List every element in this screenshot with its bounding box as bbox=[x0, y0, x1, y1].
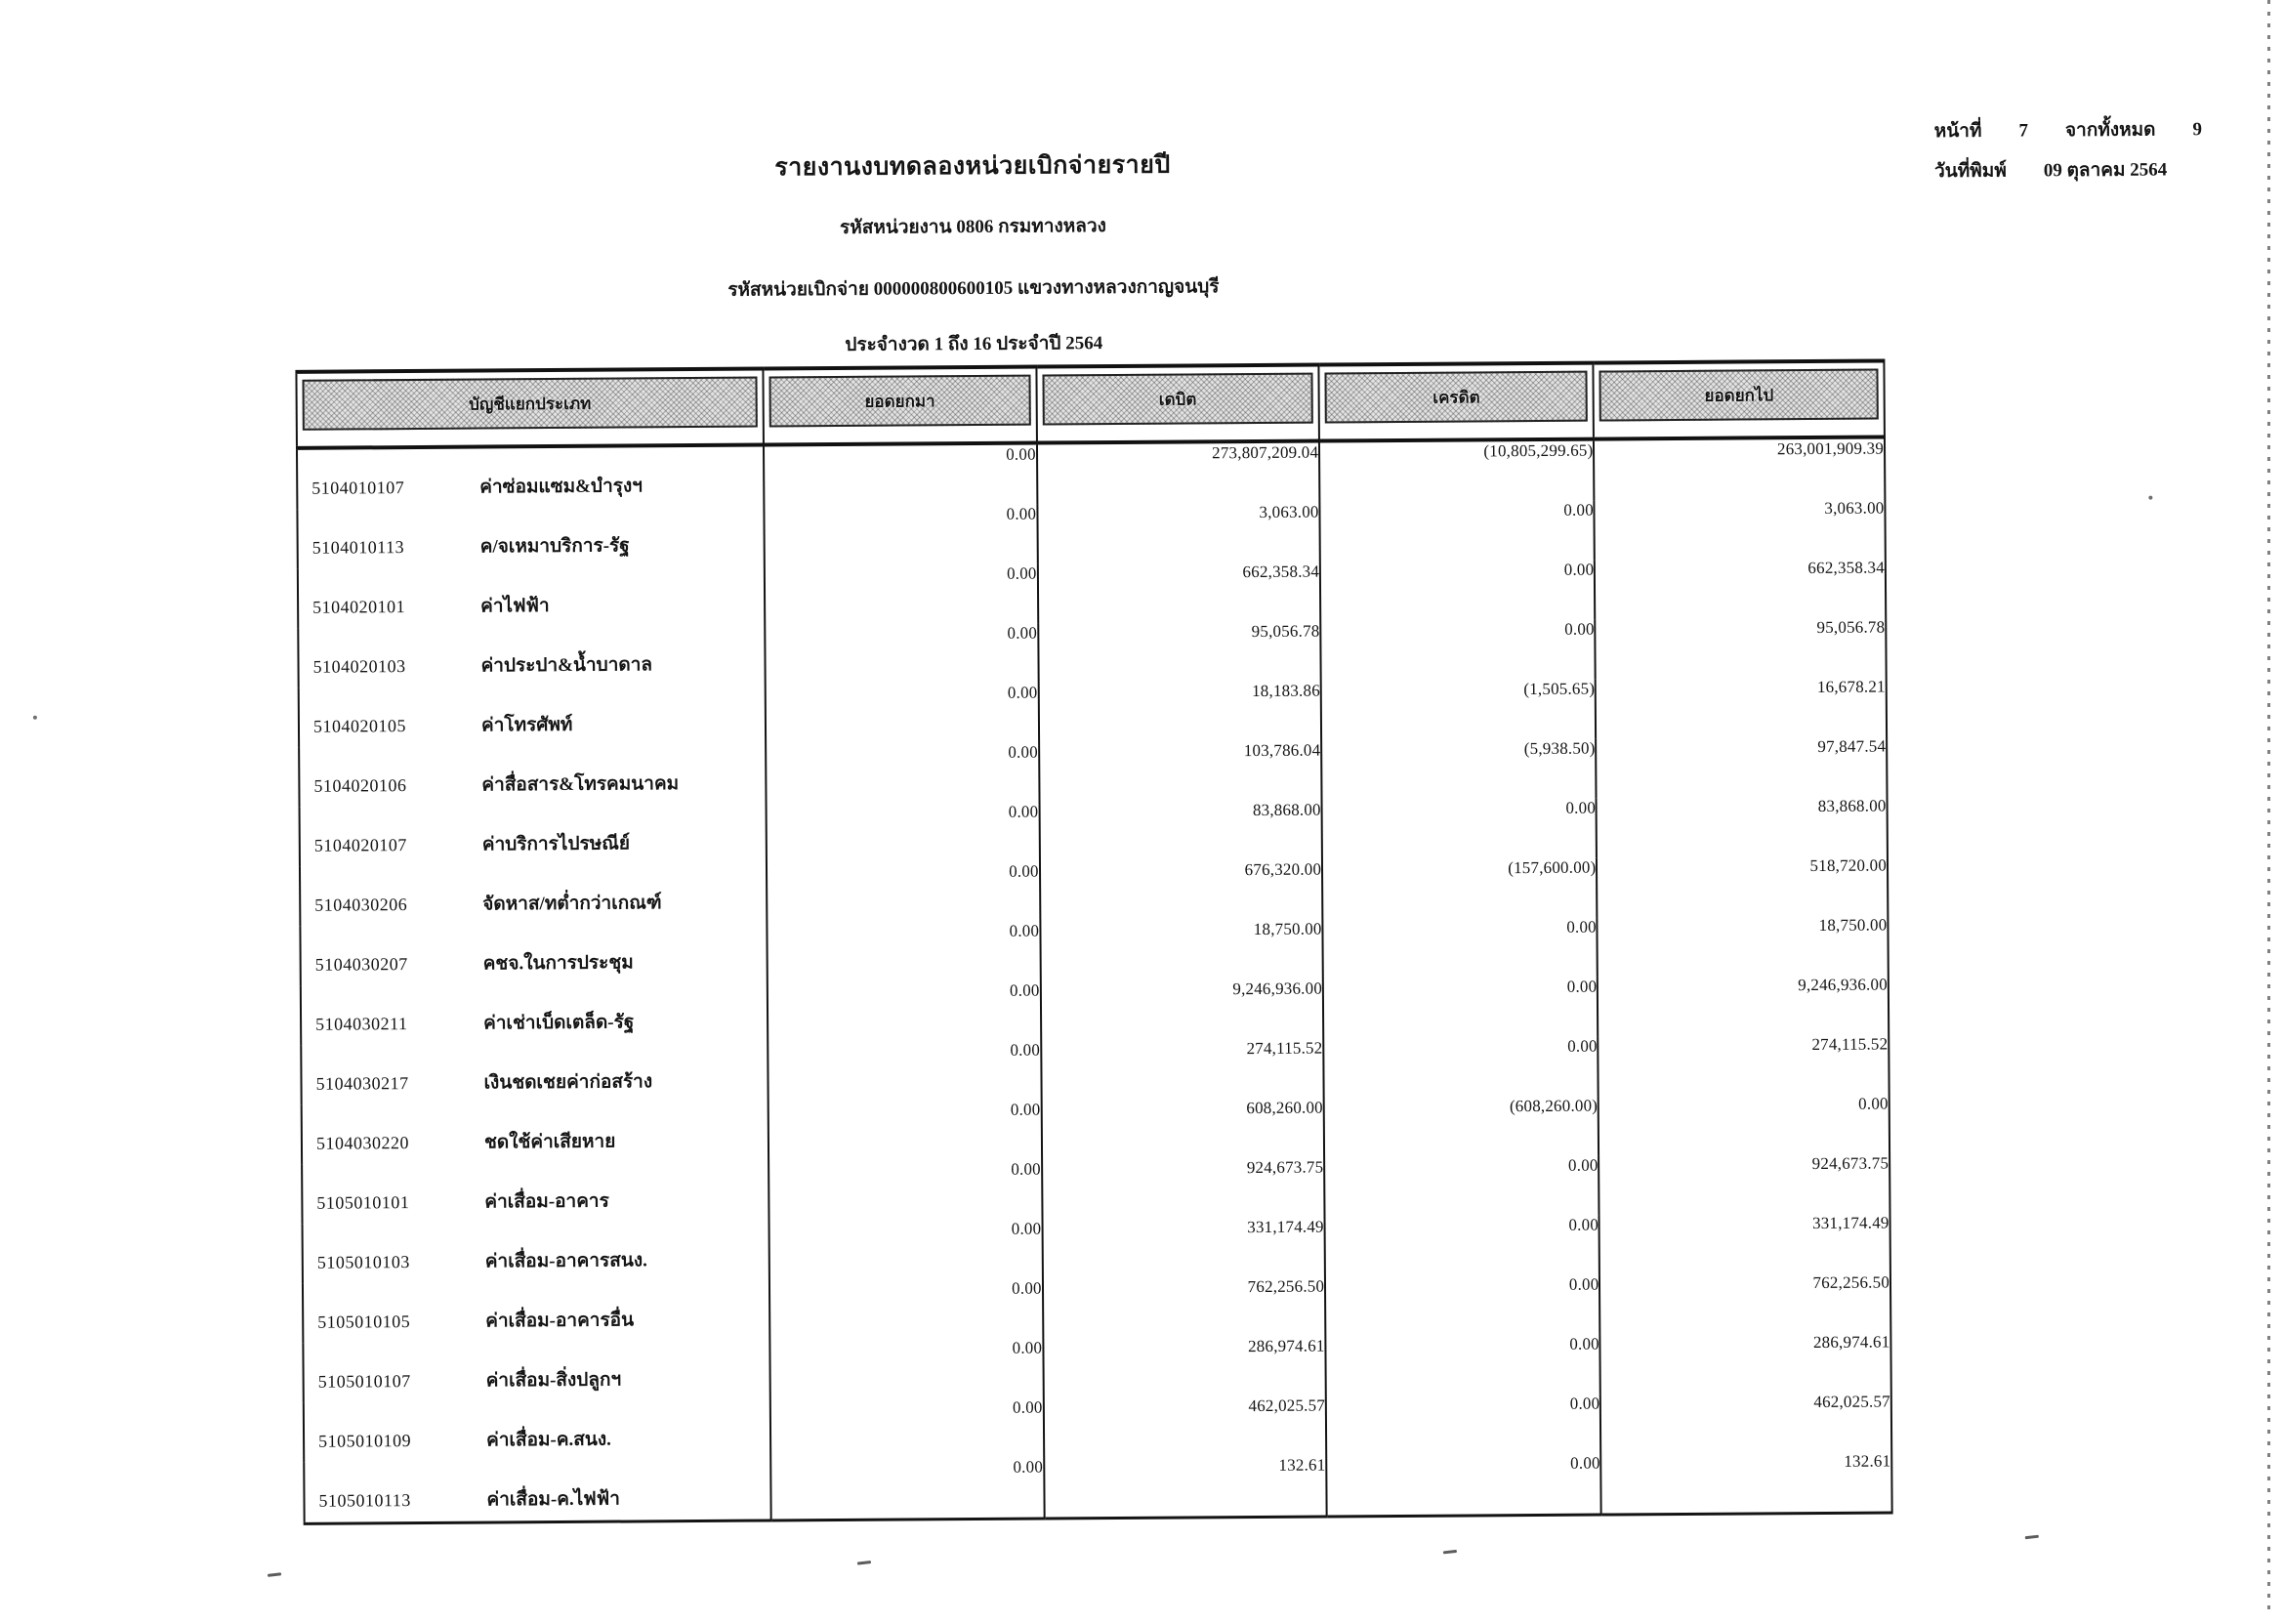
balance-carried-forward-cell: 132.61 bbox=[1601, 1451, 1892, 1515]
balance-carried-forward-cell: 9,246,936.00 bbox=[1598, 975, 1889, 1036]
account-code: 5104030220 bbox=[315, 1133, 410, 1153]
account-name: ค่าซ่อมแซม&บำรุงฯ bbox=[479, 476, 643, 498]
page-number-line bbox=[1934, 120, 2257, 141]
table-row bbox=[301, 975, 1889, 1045]
credit-cell: (10,805,299.65) bbox=[1319, 439, 1595, 503]
account-cell bbox=[299, 566, 764, 622]
total-pages: 9 bbox=[2192, 119, 2203, 141]
table-row bbox=[300, 855, 1888, 926]
account-cell bbox=[305, 1399, 769, 1455]
balance-brought-forward-cell: 0.00 bbox=[765, 564, 1038, 626]
account-name: ค่าสื่อสาร&โทรคมนาคม bbox=[481, 773, 680, 796]
credit-cell: (5,938.50) bbox=[1321, 739, 1597, 801]
account-name: เงินชดเชยค่าก่อสร้าง bbox=[483, 1071, 653, 1094]
balance-brought-forward-cell: 0.00 bbox=[768, 981, 1041, 1043]
account-name: ค่าบริการไปรษณีย์ bbox=[481, 833, 631, 855]
scan-artifact bbox=[1443, 1550, 1457, 1555]
balance-brought-forward-cell: 0.00 bbox=[767, 862, 1040, 924]
table-row bbox=[300, 915, 1888, 985]
credit-cell: 0.00 bbox=[1325, 1335, 1600, 1396]
balance-brought-forward-cell: 0.00 bbox=[768, 1160, 1042, 1222]
agency-code-line: รหัสหน่วยงาน 0806 กรมทางหลวง bbox=[839, 216, 1106, 238]
debit-cell: 273,807,209.04 bbox=[1037, 441, 1320, 505]
scan-artifact bbox=[33, 716, 37, 720]
balance-carried-forward-cell: 83,868.00 bbox=[1597, 796, 1888, 857]
debit-cell: 676,320.00 bbox=[1040, 860, 1323, 922]
balance-carried-forward-cell: 331,174.49 bbox=[1599, 1213, 1890, 1274]
account-name: ค่าเสื่อม-อาคารอื่น bbox=[485, 1310, 635, 1332]
account-name: ค่าเสื่อม-สิ่งปลูกฯ bbox=[485, 1369, 622, 1392]
balance-carried-forward-cell: 286,974.61 bbox=[1600, 1332, 1891, 1394]
debit-cell: 924,673.75 bbox=[1042, 1158, 1325, 1220]
header-balance-brought-forward: ยอดยกมา bbox=[769, 375, 1031, 428]
account-code: 5104020107 bbox=[313, 835, 407, 855]
credit-cell: 0.00 bbox=[1326, 1454, 1601, 1517]
account-cell bbox=[298, 507, 763, 562]
balance-brought-forward-cell: 0.00 bbox=[766, 743, 1039, 805]
account-code: 5104010107 bbox=[311, 478, 405, 498]
account-name: ชดใช้ค่าเสียหาย bbox=[483, 1131, 616, 1153]
table-row bbox=[297, 437, 1885, 510]
balance-carried-forward-cell: 95,056.78 bbox=[1596, 617, 1887, 679]
period-line: ประจำงวด 1 ถึง 16 ประจำปี 2564 bbox=[845, 333, 1103, 355]
account-cell bbox=[303, 1162, 768, 1218]
table-row bbox=[299, 736, 1887, 807]
account-cell bbox=[303, 1103, 768, 1158]
scan-artifact bbox=[857, 1561, 871, 1565]
scan-artifact bbox=[268, 1572, 281, 1577]
account-code: 5104020103 bbox=[312, 656, 406, 677]
scan-artifact bbox=[2148, 496, 2152, 500]
balance-carried-forward-cell: 924,673.75 bbox=[1599, 1153, 1889, 1215]
balance-brought-forward-cell: 0.00 bbox=[766, 684, 1039, 745]
account-name: คชจ.ในการประชุม bbox=[482, 952, 634, 975]
account-code: 5104030211 bbox=[315, 1014, 408, 1034]
report-header bbox=[172, 141, 1774, 363]
balance-carried-forward-cell: 462,025.57 bbox=[1600, 1392, 1891, 1453]
account-cell bbox=[304, 1222, 768, 1277]
table-row bbox=[303, 1272, 1890, 1343]
header-debit: เดบิต bbox=[1042, 373, 1313, 426]
account-code: 5105010107 bbox=[317, 1371, 411, 1392]
account-cell bbox=[301, 805, 766, 860]
table-body bbox=[297, 437, 1892, 1524]
account-code: 5104030217 bbox=[315, 1073, 409, 1094]
balance-brought-forward-cell: 0.00 bbox=[769, 1339, 1043, 1400]
debit-cell: 608,260.00 bbox=[1041, 1099, 1324, 1160]
balance-brought-forward-cell: 0.00 bbox=[770, 1398, 1044, 1460]
credit-cell: 0.00 bbox=[1323, 918, 1599, 979]
account-name: ค่าเสื่อม-อาคาร bbox=[484, 1190, 609, 1213]
balance-carried-forward-cell: 662,358.34 bbox=[1595, 558, 1886, 619]
balance-brought-forward-cell: 0.00 bbox=[770, 1458, 1044, 1520]
credit-cell: (608,260.00) bbox=[1324, 1097, 1599, 1158]
page-number: 7 bbox=[2018, 120, 2029, 142]
table-row bbox=[299, 677, 1887, 747]
balance-carried-forward-cell: 16,678.21 bbox=[1596, 677, 1887, 738]
credit-cell: (1,505.65) bbox=[1321, 680, 1597, 741]
credit-cell: 0.00 bbox=[1320, 561, 1596, 622]
credit-cell: 0.00 bbox=[1323, 1037, 1599, 1099]
account-code: 5104030207 bbox=[314, 954, 408, 975]
table-row bbox=[302, 1153, 1889, 1224]
balance-brought-forward-cell: 0.00 bbox=[768, 1041, 1041, 1103]
balance-carried-forward-cell: 274,115.52 bbox=[1599, 1034, 1889, 1096]
account-name: ค่าเสื่อม-อาคารสนง. bbox=[484, 1250, 647, 1272]
account-code: 5105010103 bbox=[316, 1252, 410, 1272]
page-meta bbox=[1934, 120, 2258, 202]
header-credit: เครดิต bbox=[1325, 371, 1589, 424]
balance-carried-forward-cell: 0.00 bbox=[1599, 1094, 1889, 1155]
debit-cell: 274,115.52 bbox=[1041, 1039, 1324, 1101]
scan-artifact bbox=[2025, 1535, 2039, 1540]
debit-cell: 762,256.50 bbox=[1043, 1277, 1326, 1339]
table-row bbox=[298, 617, 1886, 687]
account-name: ค/จเหมาบริการ-รัฐ bbox=[479, 535, 630, 558]
balance-brought-forward-cell: 0.00 bbox=[764, 505, 1037, 566]
account-code: 5104020101 bbox=[312, 597, 406, 617]
table-row bbox=[304, 1451, 1891, 1523]
balance-carried-forward-cell: 3,063.00 bbox=[1595, 498, 1886, 560]
balance-brought-forward-cell: 0.00 bbox=[768, 1101, 1042, 1162]
credit-cell: 0.00 bbox=[1322, 799, 1598, 860]
table-header-row bbox=[296, 361, 1885, 448]
credit-cell: 0.00 bbox=[1323, 978, 1599, 1039]
table-row bbox=[303, 1213, 1890, 1283]
debit-cell: 3,063.00 bbox=[1037, 503, 1320, 564]
print-date-value: 09 ตุลาคม 2564 bbox=[2043, 159, 2168, 182]
debit-cell: 95,056.78 bbox=[1038, 622, 1321, 684]
debit-cell: 103,786.04 bbox=[1039, 741, 1322, 803]
account-name: ค่าไฟฟ้า bbox=[480, 596, 550, 617]
debit-cell: 462,025.57 bbox=[1043, 1396, 1326, 1458]
credit-cell: 0.00 bbox=[1325, 1216, 1600, 1277]
balance-carried-forward-cell: 263,001,909.39 bbox=[1594, 437, 1885, 501]
account-cell bbox=[301, 924, 766, 979]
debit-cell: 132.61 bbox=[1044, 1456, 1327, 1520]
balance-brought-forward-cell: 0.00 bbox=[767, 922, 1040, 983]
balance-brought-forward-cell: 0.00 bbox=[769, 1220, 1043, 1281]
account-cell bbox=[298, 447, 763, 503]
disbursing-unit-line: รหัสหน่วยเบิกจ่าย 000000800600105 แขวงทางหลวงกาญจนบุรี bbox=[727, 276, 1220, 301]
account-code: 5104010113 bbox=[311, 537, 405, 558]
account-cell bbox=[302, 983, 767, 1039]
credit-cell: 0.00 bbox=[1320, 501, 1596, 562]
debit-cell: 83,868.00 bbox=[1039, 801, 1322, 862]
credit-cell: 0.00 bbox=[1325, 1275, 1600, 1337]
print-date-label: วันที่พิมพ์ bbox=[1933, 160, 2007, 183]
account-code: 5105010105 bbox=[317, 1312, 411, 1332]
account-name: ค่าโทรศัพท์ bbox=[480, 714, 573, 736]
scan-edge-artifact bbox=[2267, 0, 2270, 1615]
table-row bbox=[302, 1094, 1889, 1164]
print-date-line bbox=[1934, 160, 2257, 181]
header-balance-carried-forward: ยอดยกไป bbox=[1599, 369, 1879, 422]
account-code: 5104030206 bbox=[314, 895, 408, 915]
credit-cell: 0.00 bbox=[1326, 1395, 1601, 1456]
total-pages-label: จากทั้งหมด bbox=[2064, 119, 2156, 142]
account-name: ค่าประปา&น้ำบาดาล bbox=[480, 654, 653, 677]
balance-brought-forward-cell: 0.00 bbox=[767, 803, 1040, 864]
account-name: ค่าเช่าเบ็ดเตล็ด-รัฐ bbox=[483, 1012, 635, 1034]
balance-brought-forward-cell: 0.00 bbox=[769, 1279, 1043, 1341]
account-cell bbox=[302, 1043, 767, 1099]
balance-brought-forward-cell: 0.00 bbox=[764, 443, 1037, 507]
debit-cell: 9,246,936.00 bbox=[1041, 979, 1324, 1041]
account-code: 5105010109 bbox=[318, 1431, 412, 1451]
account-name: ค่าเสื่อม-ค.สนง. bbox=[486, 1429, 611, 1451]
table-row bbox=[300, 796, 1888, 866]
credit-cell: 0.00 bbox=[1320, 620, 1596, 682]
credit-cell: 0.00 bbox=[1324, 1156, 1599, 1218]
trial-balance-table-wrap bbox=[295, 358, 1892, 1524]
debit-cell: 18,183.86 bbox=[1038, 682, 1321, 743]
balance-brought-forward-cell: 0.00 bbox=[765, 624, 1038, 686]
report-title: รายงานงบทดลองหน่วยเบิกจ่ายรายปี bbox=[774, 151, 1171, 182]
table-row bbox=[301, 1034, 1889, 1104]
table-row bbox=[298, 558, 1886, 628]
account-code: 5104020105 bbox=[312, 716, 407, 736]
account-name: จัดหาส/ทต่ำกว่าเกณฑ์ bbox=[482, 893, 662, 915]
debit-cell: 286,974.61 bbox=[1043, 1337, 1326, 1398]
account-cell bbox=[300, 745, 765, 801]
table-row bbox=[304, 1392, 1891, 1462]
credit-cell: (157,600.00) bbox=[1322, 858, 1598, 920]
balance-carried-forward-cell: 97,847.54 bbox=[1597, 736, 1888, 798]
account-cell bbox=[299, 626, 764, 682]
account-cell bbox=[300, 686, 765, 741]
account-name: ค่าเสื่อม-ค.ไฟฟ้า bbox=[486, 1488, 620, 1511]
account-code: 5105010113 bbox=[318, 1490, 411, 1511]
balance-carried-forward-cell: 18,750.00 bbox=[1598, 915, 1889, 977]
account-code: 5105010101 bbox=[316, 1192, 410, 1213]
trial-balance-table bbox=[295, 358, 1892, 1524]
debit-cell: 18,750.00 bbox=[1040, 920, 1323, 981]
account-cell bbox=[304, 1281, 768, 1337]
account-code: 5104020106 bbox=[313, 775, 407, 796]
table-row bbox=[297, 498, 1885, 568]
balance-carried-forward-cell: 762,256.50 bbox=[1599, 1272, 1890, 1334]
balance-carried-forward-cell: 518,720.00 bbox=[1597, 855, 1888, 917]
debit-cell: 662,358.34 bbox=[1038, 562, 1321, 624]
account-cell bbox=[304, 1340, 768, 1395]
table-row bbox=[303, 1332, 1890, 1402]
header-account: บัญชีแยกประเภท bbox=[302, 377, 757, 431]
debit-cell: 331,174.49 bbox=[1042, 1218, 1325, 1279]
account-cell bbox=[305, 1459, 769, 1515]
page-label: หน้าที่ bbox=[1933, 120, 1982, 143]
account-cell bbox=[301, 864, 766, 920]
